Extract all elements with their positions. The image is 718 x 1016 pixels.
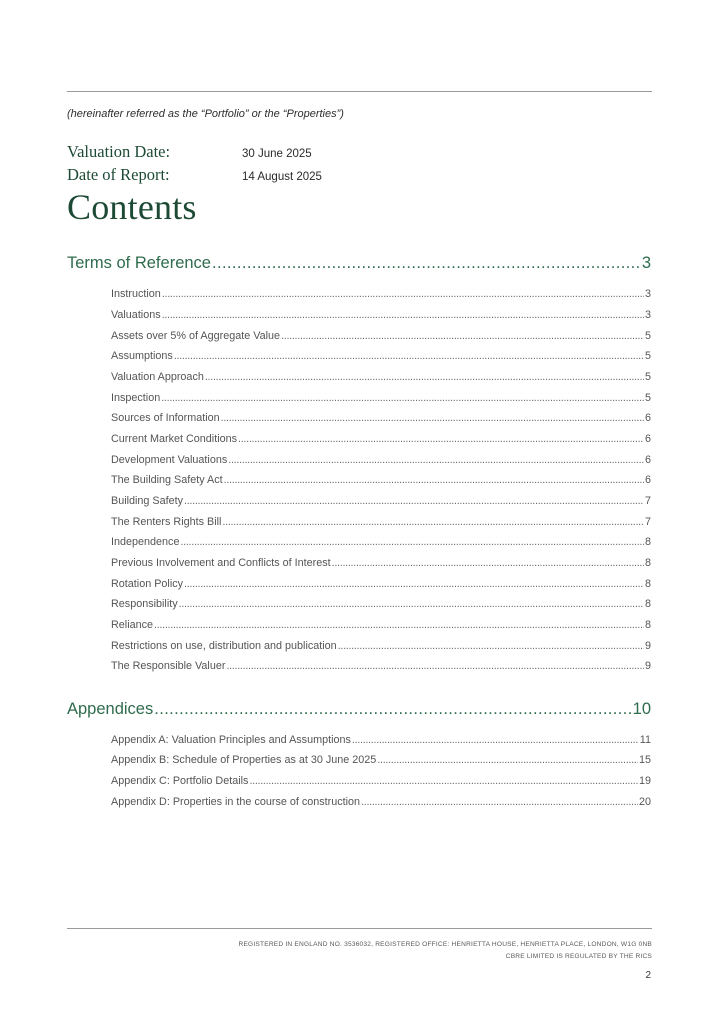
toc-leader-dots [212,254,641,273]
toc-item-page: 5 [644,330,651,342]
toc-item[interactable] [111,371,651,386]
footer-regulation: CBRE LIMITED IS REGULATED BY THE RICS [505,953,652,960]
toc-leader-dots [332,557,644,569]
toc-leader-dots [221,412,644,424]
footer-registration: REGISTERED IN ENGLAND NO. 3536032, REGISTERED OFFICE: HENRIETTA HOUSE, HENRIETTA PLACE, LONDON, W1G 0NB [238,941,652,948]
toc-item-page: 8 [644,557,651,569]
toc-item[interactable] [111,330,651,345]
toc-item[interactable] [111,619,651,634]
toc-section-page: 3 [641,254,651,272]
toc-item[interactable] [111,578,651,593]
toc-item-label: Responsibility [111,598,178,610]
toc-item-page: 5 [644,350,651,362]
toc-item[interactable] [111,495,651,510]
toc-item[interactable] [111,288,651,303]
report-date-label: Date of Report: [67,165,170,184]
toc-item-page: 19 [638,775,651,787]
toc-leader-dots [205,371,644,383]
toc-leader-dots [184,495,644,507]
toc-item[interactable] [111,536,651,551]
toc-leader-dots [281,330,644,342]
toc-item-page: 20 [638,796,651,808]
toc-item-page: 8 [644,619,651,631]
toc-leader-dots [352,734,639,746]
toc-leader-dots [184,578,644,590]
toc-leader-dots [161,392,644,404]
toc-item-page: 3 [644,288,651,300]
header-rule [67,91,652,92]
toc-section-terms-of-reference[interactable] [67,254,651,273]
toc-item[interactable] [111,474,651,489]
toc-item-page: 9 [644,640,651,652]
toc-section-appendices[interactable] [67,700,651,719]
toc-item-page: 11 [639,734,651,746]
toc-leader-dots [179,598,644,610]
toc-item-page: 8 [644,536,651,548]
toc-item-page: 5 [644,392,651,404]
toc-item-label: Restrictions on use, distribution and publication [111,640,337,652]
toc-item-label: The Building Safety Act [111,474,223,486]
toc-item-label: Valuation Approach [111,371,204,383]
toc-item-page: 3 [644,309,651,321]
toc-leader-dots [174,350,644,362]
toc-item[interactable] [111,454,651,469]
toc-item-label: Appendix C: Portfolio Details [111,775,249,787]
toc-item-label: Current Market Conditions [111,433,238,445]
valuation-date-label: Valuation Date: [67,142,171,161]
toc-leader-dots [338,640,644,652]
toc-item[interactable] [111,754,651,769]
contents-title: Contents [67,187,197,227]
toc-item-label: Instruction [111,288,161,300]
report-date-value: 14 August 2025 [242,171,322,183]
toc-item-label: Appendix D: Properties in the course of construction [111,796,361,808]
toc-leader-dots [154,619,644,631]
toc-leader-dots [180,536,644,548]
toc-item-label: Building Safety [111,495,184,507]
toc-item[interactable] [111,516,651,531]
toc-item-page: 9 [644,660,651,672]
toc-item-label: Reliance [111,619,154,631]
toc-item-label: Rotation Policy [111,578,184,590]
toc-item[interactable] [111,412,651,427]
toc-item[interactable] [111,796,651,811]
toc-leader-dots [226,660,644,672]
toc-item-page: 15 [638,754,651,766]
toc-item-label: Sources of Information [111,412,220,424]
toc-leader-dots [361,796,638,808]
toc-item-label: The Renters Rights Bill [111,516,222,528]
toc-item-label: Previous Involvement and Conflicts of Interest [111,557,331,569]
page-number: 2 [645,970,651,981]
toc-item-label: Assets over 5% of Aggregate Value [111,330,281,342]
toc-item-label: Development Valuations [111,454,228,466]
toc-leader-dots [377,754,638,766]
toc-item-label: Appendix B: Schedule of Properties as at 30 June 2025 [111,754,377,766]
toc-item-page: 8 [644,598,651,610]
toc-item[interactable] [111,309,651,324]
toc-item-label: Assumptions [111,350,173,362]
toc-leader-dots [228,454,644,466]
valuation-date-value: 30 June 2025 [242,148,312,160]
toc-section-label: Appendices [67,700,154,718]
toc-item[interactable] [111,660,651,675]
toc-item[interactable] [111,392,651,407]
valuation-date-row [67,142,312,162]
toc-leader-dots [222,516,644,528]
toc-leader-dots [238,433,644,445]
report-date-row [67,165,322,185]
toc-leader-dots [154,700,631,719]
toc-item-label: Appendix A: Valuation Principles and Assumptions [111,734,351,746]
toc-item-page: 6 [644,474,651,486]
toc-item[interactable] [111,350,651,365]
toc-item[interactable] [111,640,651,655]
toc-leader-dots [162,309,644,321]
toc-item-label: Independence [111,536,180,548]
toc-item-label: Inspection [111,392,161,404]
toc-leader-dots [249,775,638,787]
toc-item[interactable] [111,433,651,448]
intro-text: (hereinafter referred as the “Portfolio” or the “Properties”) [67,108,344,120]
toc-item-page: 7 [644,495,651,507]
toc-item-label: The Responsible Valuer [111,660,226,672]
footer-rule [67,928,652,929]
toc-item[interactable] [111,734,651,749]
toc-section-page: 10 [632,700,651,718]
toc-item[interactable] [111,598,651,613]
toc-item-label: Valuations [111,309,161,321]
toc-leader-dots [224,474,644,486]
toc-item-page: 5 [644,371,651,383]
toc-item[interactable] [111,775,651,790]
toc-item-page: 7 [644,516,651,528]
toc-item-page: 6 [644,433,651,445]
toc-item-page: 6 [644,454,651,466]
toc-item-page: 8 [644,578,651,590]
toc-item-page: 6 [644,412,651,424]
toc-leader-dots [162,288,644,300]
toc-item[interactable] [111,557,651,572]
toc-section-label: Terms of Reference [67,254,211,272]
